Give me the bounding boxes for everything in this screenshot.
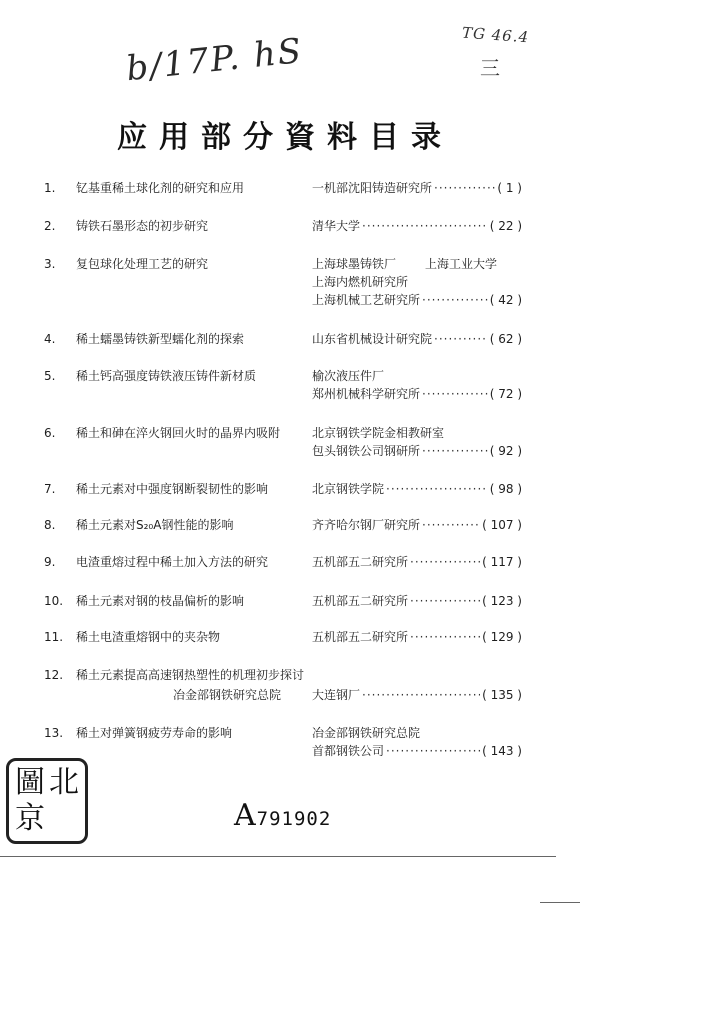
catalog-mark: 三	[480, 56, 500, 80]
entry-title: 钇基重稀土球化剂的研究和应用	[76, 181, 245, 195]
entry-affiliation: 山东省机械设计研究院	[312, 332, 433, 346]
entry-number: 13.	[44, 726, 64, 740]
entry-affiliation: 榆次液压件厂	[312, 369, 385, 383]
entry-title: 稀土元素提高高速钢热塑性的机理初步探讨	[76, 668, 305, 682]
entry-page: ( 129 )	[482, 630, 522, 644]
entry-page: ( 72 )	[489, 387, 522, 401]
entry-page: ( 123 )	[482, 594, 522, 608]
entry-title: 稀土对弹簧钢疲劳寿命的影响	[76, 726, 233, 740]
leader-dots	[386, 481, 488, 498]
entry-affiliation: 一机部沈阳铸造研究所	[312, 181, 433, 195]
entry-page: ( 98 )	[489, 482, 522, 496]
stamp-char: 圖	[15, 765, 45, 800]
entry-number: 9.	[44, 555, 56, 569]
handwritten-signature: b/17P. hS	[124, 30, 305, 90]
leader-dots	[434, 331, 488, 348]
entry-affiliation: 五机部五二研究所	[312, 555, 409, 569]
entry-page: ( 22 )	[489, 219, 522, 233]
library-stamp	[6, 758, 88, 844]
stamp-char: 北	[49, 765, 79, 800]
entry-affiliation: 首都钢铁公司	[312, 744, 385, 758]
entry-affiliation: 五机部五二研究所	[312, 630, 409, 644]
entry-title: 稀土钙高强度铸铁液压铸件新材质	[76, 369, 257, 383]
entry-number: 2.	[44, 219, 56, 233]
entry-number: 3.	[44, 257, 56, 271]
entry-affiliation: 上海球墨铸铁厂	[312, 257, 397, 271]
entry-affiliation: 冶金部钢铁研究总院	[312, 726, 421, 740]
divider-line-short	[540, 902, 580, 903]
entry-title: 稀土和砷在淬火钢回火时的晶界内吸附	[76, 426, 281, 440]
leader-dots	[422, 386, 488, 403]
entry-affiliation: 五机部五二研究所	[312, 594, 409, 608]
entry-title: 稀土元素对钢的枝晶偏析的影响	[76, 594, 245, 608]
stamp-char: 京	[15, 801, 45, 836]
leader-dots	[362, 218, 488, 235]
entry-page: ( 143 )	[482, 744, 522, 758]
entry-affiliation: 清华大学	[312, 219, 361, 233]
entry-number: 1.	[44, 181, 56, 195]
entry-number: 12.	[44, 668, 64, 682]
entry-title: 稀土元素对S₂₀A钢性能的影响	[76, 518, 234, 532]
entry-number: 4.	[44, 332, 56, 346]
entry-page: ( 92 )	[489, 444, 522, 458]
entry-affiliation: 北京钢铁学院	[312, 482, 385, 496]
entry-title: 铸铁石墨形态的初步研究	[76, 219, 209, 233]
entry-affiliation-extra: 上海工业大学	[425, 257, 498, 271]
entry-page: ( 42 )	[489, 293, 522, 307]
entry-number: 7.	[44, 482, 56, 496]
entry-number: 10.	[44, 594, 64, 608]
entry-title: 稀土蠕墨铸铁新型蠕化剂的探索	[76, 332, 245, 346]
entry-title: 稀土元素对中强度钢断裂韧性的影响	[76, 482, 269, 496]
leader-dots	[422, 517, 480, 534]
entry-affiliation: 包头钢铁公司钢研所	[312, 444, 421, 458]
entry-page: ( 135 )	[482, 688, 522, 702]
entry-number: 11.	[44, 630, 64, 644]
leader-dots	[410, 554, 480, 571]
catalog-note: TG 46.4	[461, 23, 530, 47]
entry-affiliation: 上海机械工艺研究所	[312, 293, 421, 307]
entry-affiliation: 郑州机械科学研究所	[312, 387, 421, 401]
accession-number	[234, 798, 331, 833]
leader-dots	[362, 687, 480, 704]
entry-page: ( 107 )	[482, 518, 522, 532]
entry-page: ( 1 )	[497, 181, 522, 195]
entry-page: ( 62 )	[489, 332, 522, 346]
entry-title: 复包球化处理工艺的研究	[76, 257, 209, 271]
entry-number: 6.	[44, 426, 56, 440]
entry-title: 电渣重熔过程中稀土加入方法的研究	[76, 555, 269, 569]
entry-affiliation: 上海内燃机研究所	[312, 275, 409, 289]
entry-number: 5.	[44, 369, 56, 383]
divider-line	[0, 856, 556, 857]
page-title: 应用部分資料目录	[117, 120, 453, 155]
entry-affiliation: 大连钢厂	[312, 688, 361, 702]
entry-affiliation-sub: 冶金部钢铁研究总院	[173, 688, 282, 702]
leader-dots	[410, 593, 480, 610]
entry-affiliation: 齐齐哈尔钢厂研究所	[312, 518, 421, 532]
accession-prefix: A	[234, 798, 257, 833]
leader-dots	[422, 292, 488, 309]
entry-title: 稀土电渣重熔钢中的夹杂物	[76, 630, 221, 644]
leader-dots	[422, 443, 488, 460]
leader-dots	[434, 180, 495, 197]
entry-number: 8.	[44, 518, 56, 532]
leader-dots	[386, 743, 480, 760]
leader-dots	[410, 629, 480, 646]
entry-affiliation: 北京钢铁学院金相教研室	[312, 426, 445, 440]
entry-page: ( 117 )	[482, 555, 522, 569]
accession-digits: 791902	[256, 808, 332, 830]
